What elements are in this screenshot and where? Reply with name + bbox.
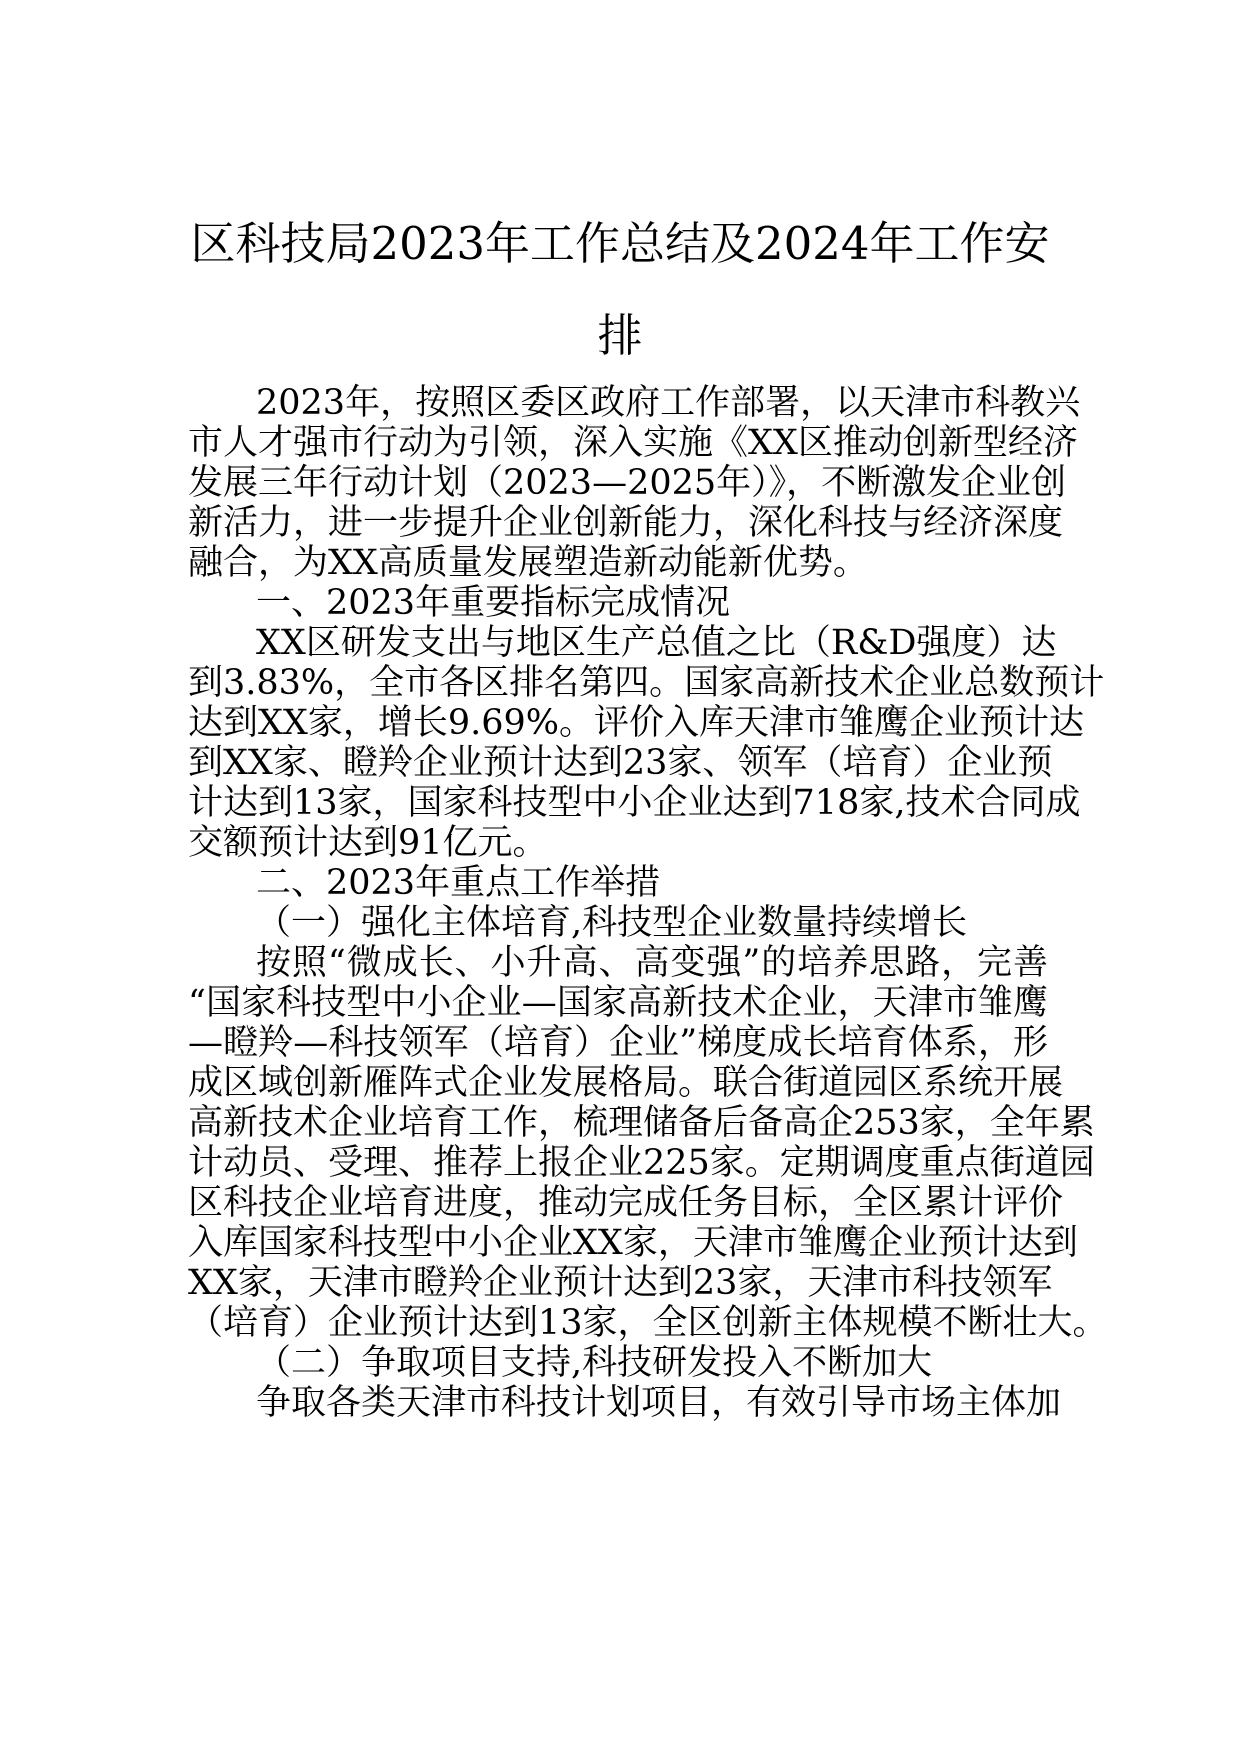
subsection-heading: （二）争取项目支持,科技研发投入不断加大 (256, 1343, 933, 1383)
body-line: 新活力，进一步提升企业创新能力，深化科技与经济深度 (188, 503, 1064, 543)
body-line: —瞪羚—科技领军（培育）企业”梯度成长培育体系，形 (188, 1023, 1048, 1063)
subsection-heading: （一）强化主体培育,科技型企业数量持续增长 (256, 903, 968, 943)
body-line: XX区研发支出与地区生产总值之比（R&D强度）达 (256, 623, 1057, 663)
body-line: XX家，天津市瞪羚企业预计达到23家，天津市科技领军 (188, 1263, 1053, 1303)
body-line: 融合，为XX高质量发展塑造新动能新优势。 (188, 543, 868, 583)
body-line: 到XX家、瞪羚企业预计达到23家、领军（培育）企业预 (188, 743, 1053, 783)
body-line: 发展三年行动计划（2023—2025年）》，不断激发企业创 (188, 463, 1067, 503)
body-line: 区科技企业培育进度，推动完成任务目标，全区累计评价 (188, 1183, 1064, 1223)
document-title-line-1: 区科技局2023年工作总结及2024年工作安 (190, 217, 1050, 270)
body-line: 成区域创新雁阵式企业发展格局。联合街道园区系统开展 (188, 1063, 1064, 1103)
section-heading: 一、2023年重要指标完成情况 (256, 583, 731, 623)
body-line: 交额预计达到91亿元。 (188, 823, 548, 863)
body-line: 入库国家科技型中小企业XX家，天津市雏鹰企业预计达到 (188, 1223, 1078, 1263)
body-line: 达到XX家，增长9.69%。评价入库天津市雏鹰企业预计达 (188, 703, 1085, 743)
body-line: （培育）企业预计达到13家，全区创新主体规模不断壮大。 (188, 1303, 1108, 1343)
body-line: 市人才强市行动为引领，深入实施《XX区推动创新型经济 (188, 423, 1078, 463)
body-line: “国家科技型中小企业—国家高新技术企业，天津市雏鹰 (188, 983, 1048, 1023)
body-line: 到3.83%，全市各区排名第四。国家高新技术企业总数预计 (188, 663, 1105, 703)
section-heading: 二、2023年重点工作举措 (256, 863, 661, 903)
body-line: 争取各类天津市科技计划项目，有效引导市场主体加 (256, 1383, 1062, 1423)
document-title-line-2: 排 (597, 309, 643, 362)
body-line: 高新技术企业培育工作，梳理储备后备高企253家，全年累 (188, 1103, 1095, 1143)
body-line: 计达到13家，国家科技型中小企业达到718家,技术合同成 (188, 783, 1081, 823)
body-line: 按照“微成长、小升高、高变强”的培养思路，完善 (256, 943, 1048, 983)
body-line: 计动员、受理、推荐上报企业225家。定期调度重点街道园 (188, 1143, 1095, 1183)
body-line: 2023年，按照区委区政府工作部署，以天津市科教兴 (256, 383, 1081, 423)
